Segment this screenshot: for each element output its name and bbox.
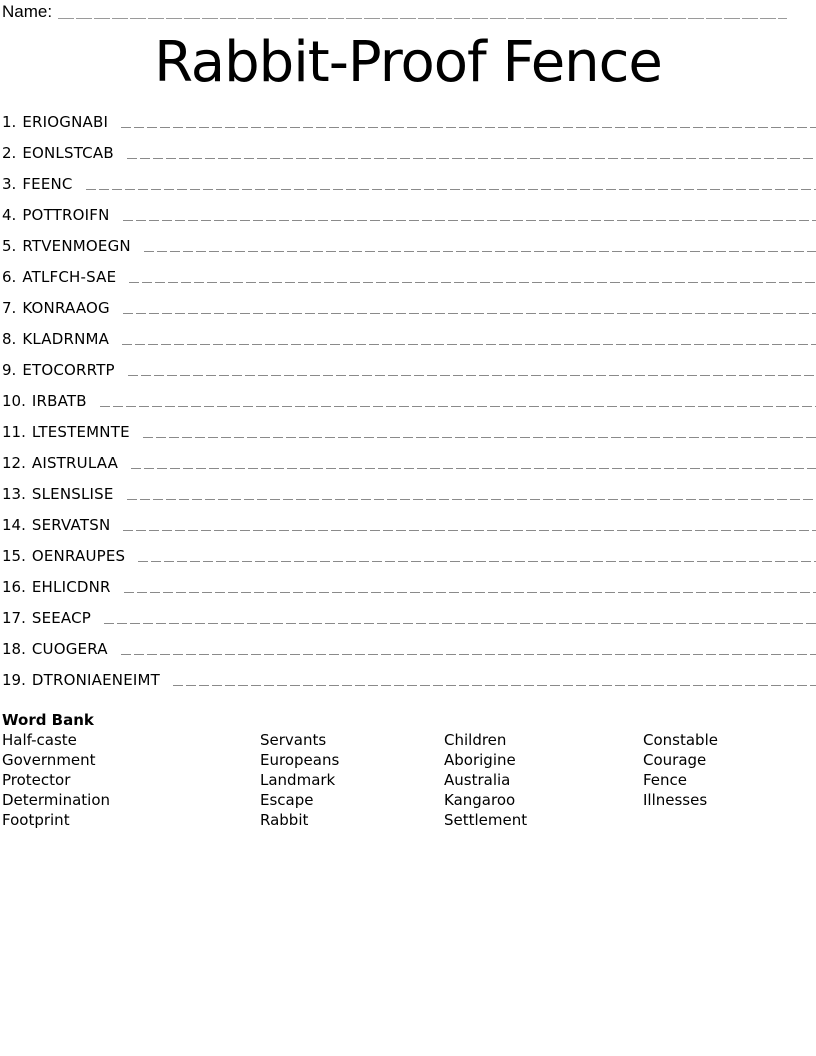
word-bank [0, 730, 816, 830]
answer-line[interactable] [86, 189, 816, 190]
answer-line[interactable] [127, 499, 816, 500]
scramble-item [0, 447, 816, 478]
word-bank-word: Kangaroo [444, 791, 516, 809]
scramble-item [0, 168, 816, 199]
scramble-item [0, 509, 816, 540]
scramble-item [0, 478, 816, 509]
word-bank-column [2, 730, 260, 830]
scramble-item [0, 106, 816, 137]
word-bank-word: Half-caste [2, 731, 77, 749]
word-bank-column [444, 730, 643, 830]
word-bank-word: Europeans [260, 751, 340, 769]
word-bank-word: Servants [260, 731, 327, 749]
scrambled-word: FEENC [22, 174, 73, 193]
scramble-item-number: 14. [2, 515, 26, 534]
scramble-item-number: 6. [2, 267, 17, 286]
answer-line[interactable] [128, 375, 816, 376]
word-bank-column [260, 730, 444, 830]
scrambled-word: POTTROIFN [22, 205, 110, 224]
scrambled-word: SEEACP [31, 608, 92, 627]
word-bank-word: Escape [260, 791, 314, 809]
scramble-item-number: 17. [2, 608, 26, 627]
scrambled-word: EONLSTCAB [22, 143, 114, 162]
scrambled-word: AISTRULAA [31, 453, 119, 472]
answer-line[interactable] [131, 468, 816, 469]
word-bank-column [643, 730, 816, 830]
answer-line[interactable] [173, 685, 816, 686]
word-bank-word: Children [444, 731, 507, 749]
scramble-item-number: 2. [2, 143, 17, 162]
answer-line[interactable] [123, 313, 816, 314]
scramble-item-number: 13. [2, 484, 26, 503]
word-bank-word: Government [2, 751, 96, 769]
scramble-item [0, 540, 816, 571]
word-bank-word: Landmark [260, 771, 336, 789]
scramble-item [0, 664, 816, 695]
answer-line[interactable] [127, 158, 816, 159]
scrambled-word: KONRAAOG [22, 298, 110, 317]
page-title: Rabbit-Proof Fence [154, 30, 662, 95]
name-fill-line[interactable] [58, 18, 787, 19]
word-bank-word: Settlement [444, 811, 528, 829]
scramble-item-number: 1. [2, 112, 17, 131]
scramble-item [0, 602, 816, 633]
scramble-item-number: 18. [2, 639, 26, 658]
answer-line[interactable] [123, 530, 816, 531]
scrambled-word: ETOCORRTP [22, 360, 115, 379]
answer-line[interactable] [124, 592, 816, 593]
scrambled-word: IRBATB [31, 391, 87, 410]
scramble-item-number: 16. [2, 577, 26, 596]
scrambled-word: KLADRNMA [22, 329, 110, 348]
scramble-item-number: 5. [2, 236, 17, 255]
scrambled-word: DTRONIAENEIMT [31, 670, 161, 689]
word-bank-header: Word Bank [2, 711, 94, 729]
scramble-item [0, 416, 816, 447]
scramble-item [0, 323, 816, 354]
answer-line[interactable] [144, 251, 816, 252]
word-bank-word: Aborigine [444, 751, 516, 769]
scrambled-word: RTVENMOEGN [22, 236, 131, 255]
scramble-item-number: 7. [2, 298, 17, 317]
scramble-item-number: 9. [2, 360, 17, 379]
answer-line[interactable] [123, 220, 816, 221]
scrambled-word: ERIOGNABI [22, 112, 109, 131]
scrambled-word: ATLFCH-SAE [22, 267, 117, 286]
scramble-item-number: 11. [2, 422, 26, 441]
scramble-item [0, 137, 816, 168]
answer-line[interactable] [138, 561, 816, 562]
word-bank-word: Footprint [2, 811, 70, 829]
answer-line[interactable] [122, 344, 816, 345]
scramble-item [0, 292, 816, 323]
word-bank-word: Fence [643, 771, 688, 789]
word-bank-word: Constable [643, 731, 718, 749]
scramble-list [0, 106, 816, 695]
answer-line[interactable] [100, 406, 816, 407]
word-bank-word: Courage [643, 751, 707, 769]
answer-line[interactable] [121, 654, 816, 655]
scramble-item [0, 199, 816, 230]
answer-line[interactable] [121, 127, 816, 128]
scrambled-word: LTESTEMNTE [31, 422, 130, 441]
scramble-item-number: 12. [2, 453, 26, 472]
word-bank-word: Australia [444, 771, 511, 789]
scramble-item [0, 571, 816, 602]
scramble-item-number: 3. [2, 174, 17, 193]
scramble-item-number: 8. [2, 329, 17, 348]
scramble-item [0, 633, 816, 664]
word-bank-word: Illnesses [643, 791, 708, 809]
word-bank-word: Protector [2, 771, 71, 789]
scrambled-word: SERVATSN [31, 515, 111, 534]
scrambled-word: OENRAUPES [31, 546, 126, 565]
scrambled-word: EHLICDNR [31, 577, 111, 596]
scramble-item [0, 261, 816, 292]
scramble-item-number: 15. [2, 546, 26, 565]
word-bank-word: Determination [2, 791, 111, 809]
scramble-item-number: 4. [2, 205, 17, 224]
scrambled-word: CUOGERA [31, 639, 108, 658]
answer-line[interactable] [143, 437, 816, 438]
word-bank-word: Rabbit [260, 811, 309, 829]
scramble-item-number: 19. [2, 670, 26, 689]
answer-line[interactable] [129, 282, 816, 283]
scrambled-word: SLENSLISE [31, 484, 114, 503]
scramble-item [0, 385, 816, 416]
name-row [0, 0, 816, 21]
scramble-item [0, 354, 816, 385]
scramble-item [0, 230, 816, 261]
answer-line[interactable] [104, 623, 816, 624]
name-label: Name: [2, 2, 53, 21]
scramble-item-number: 10. [2, 391, 26, 410]
